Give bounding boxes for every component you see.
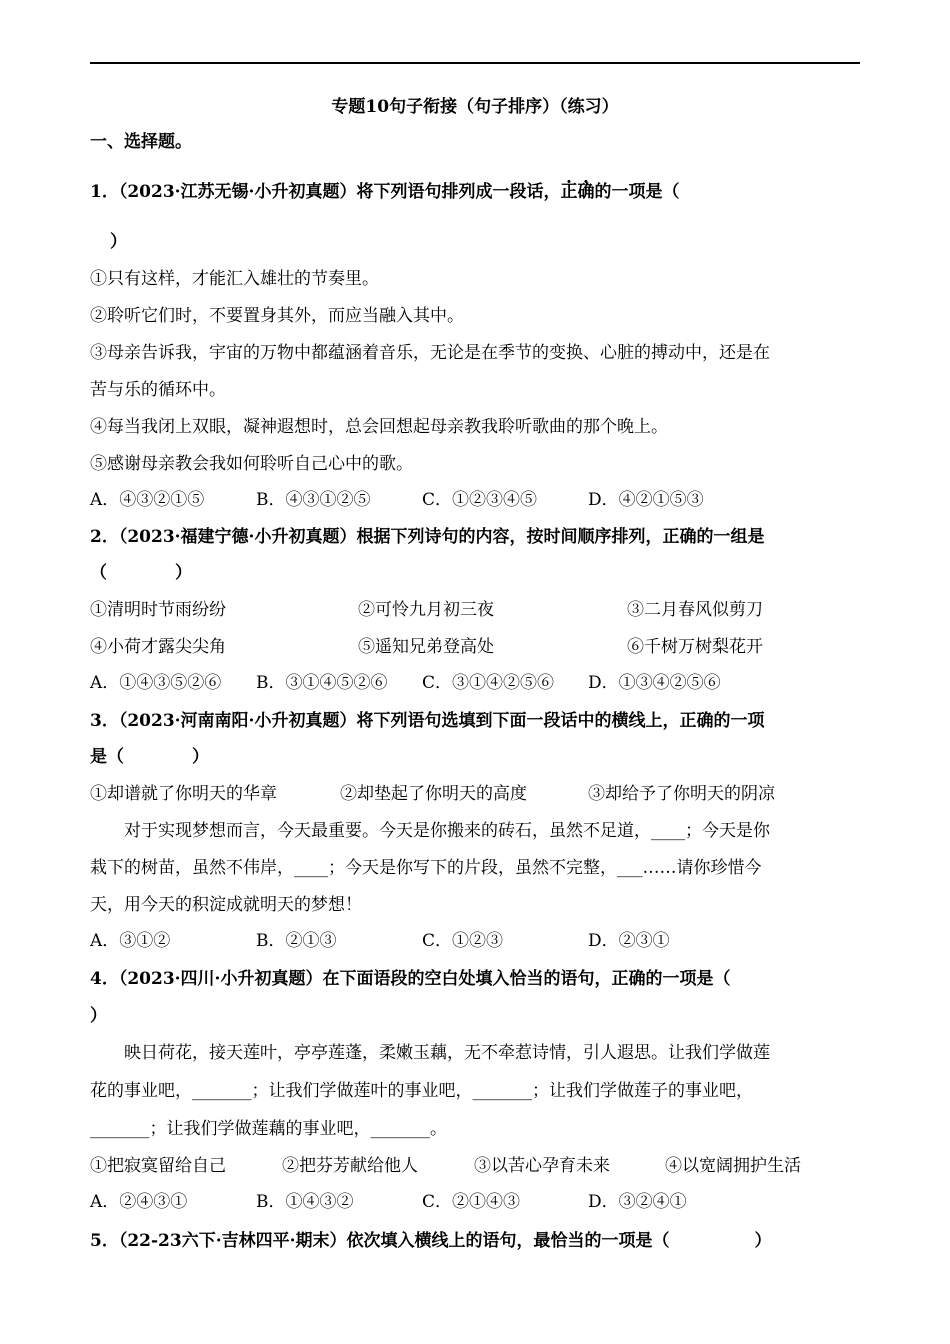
q4-item: ②把芬芳献给他人 xyxy=(282,1156,418,1176)
q2-item: ①清明时节雨纷纷 xyxy=(90,600,226,620)
question-2-stem: 2．（2023·福建宁德·小升初真题）根据下列诗句的内容，按时间顺序排列，正确的一组是 xyxy=(90,527,765,547)
q1-stem-part-b: 的一项是（ xyxy=(594,182,680,202)
q3-item: ②却垫起了你明天的高度 xyxy=(340,784,527,804)
q4-item: ③以苦心孕育未来 xyxy=(474,1156,610,1176)
q2-option-d[interactable]: D．①③④②⑤⑥ xyxy=(588,673,721,693)
q4-option-b[interactable]: B．①④③② xyxy=(256,1192,354,1212)
q3-option-d[interactable]: D．②③① xyxy=(588,931,670,951)
q2-item: ⑤遥知兄弟登高处 xyxy=(358,637,494,657)
q2-item: ③二月春风似剪刀 xyxy=(627,600,763,620)
q1-option-d[interactable]: D．④②①⑤③ xyxy=(588,490,704,510)
q1-item: ①只有这样，才能汇入雄壮的节奏里。 xyxy=(90,269,379,289)
q3-item: ①却谱就了你明天的华章 xyxy=(90,784,277,804)
q4-item: ①把寂寞留给自己 xyxy=(90,1156,226,1176)
q3-item: ③却给予了你明天的阴凉 xyxy=(588,784,775,804)
question-1-stem xyxy=(90,180,679,204)
q2-option-a[interactable]: A．①④③⑤②⑥ xyxy=(90,673,222,693)
question-3-stem: 3．（2023·河南南阳·小升初真题）将下列语句选填到下面一段话中的横线上，正确的一项 xyxy=(90,711,765,731)
question-2-stem-close: （ ） xyxy=(90,563,192,583)
q4-paragraph-line: _______；让我们学做莲藕的事业吧，_______。 xyxy=(90,1119,447,1139)
q4-paragraph-line: 映日荷花，接天莲叶，亭亭莲蓬，柔嫩玉藕，无不牵惹诗情，引人遐思。让我们学做莲 xyxy=(90,1043,770,1063)
question-1-stem-close: ） xyxy=(110,232,127,252)
q4-option-d[interactable]: D．③②④① xyxy=(588,1192,687,1212)
q4-option-a[interactable]: A．②④③① xyxy=(90,1192,188,1212)
q2-item: ④小荷才露尖尖角 xyxy=(90,637,226,657)
question-4-stem-close: ） xyxy=(90,1006,107,1026)
q1-item: ③母亲告诉我，宇宙的万物中都蕴涵着音乐，无论是在季节的变换、心脏的搏动中，还是在 xyxy=(90,343,770,363)
q2-item: ②可怜九月初三夜 xyxy=(358,600,494,620)
q3-paragraph-line: 对于实现梦想而言，今天最重要。今天是你搬来的砖石，虽然不足道，____；今天是你 xyxy=(90,821,770,841)
q2-option-b[interactable]: B．③①④⑤②⑥ xyxy=(256,673,388,693)
q3-paragraph-line: 天，用今天的积淀成就明天的梦想！ xyxy=(90,895,362,915)
question-5-stem: 5．（22-23六下·吉林四平·期末）依次填入横线上的语句，最恰当的一项是（ ） xyxy=(90,1231,772,1251)
q4-item: ④以宽阔拥护生活 xyxy=(665,1156,801,1176)
q1-option-c[interactable]: C．①②③④⑤ xyxy=(422,490,538,510)
q1-stem-part-a: 1．（2023·江苏无锡·小升初真题）将下列语句排列成一段话， xyxy=(90,182,561,202)
q3-option-c[interactable]: C．①②③ xyxy=(422,931,504,951)
q1-emphasis-2: 确 xyxy=(577,182,595,202)
q1-item: ⑤感谢母亲教会我如何聆听自己心中的歌。 xyxy=(90,454,413,474)
q1-item: 苦与乐的循环中。 xyxy=(90,380,226,400)
q2-item: ⑥千树万树梨花开 xyxy=(627,637,763,657)
q4-paragraph-line: 花的事业吧，_______；让我们学做莲叶的事业吧，_______；让我们学做莲子的事业吧， xyxy=(90,1081,753,1101)
q1-item: ②聆听它们时，不要置身其外，而应当融入其中。 xyxy=(90,306,464,326)
q1-option-a[interactable]: A．④③②①⑤ xyxy=(90,490,205,510)
q3-option-a[interactable]: A．③①② xyxy=(90,931,171,951)
q1-option-b[interactable]: B．④③①②⑤ xyxy=(256,490,371,510)
question-4-stem: 4．（2023·四川·小升初真题）在下面语段的空白处填入恰当的语句，正确的一项是（ xyxy=(90,969,731,989)
q1-emphasis-1: 正 xyxy=(560,182,578,202)
q1-item: ④每当我闭上双眼，凝神遐想时，总会回想起母亲教我聆听歌曲的那个晚上。 xyxy=(90,417,668,437)
q2-option-c[interactable]: C．③①④②⑤⑥ xyxy=(422,673,555,693)
page-title: 专题10句子衔接（句子排序）（练习） xyxy=(331,97,619,117)
question-3-stem-close: 是（ ） xyxy=(90,747,209,767)
section-heading: 一、选择题。 xyxy=(90,132,192,152)
q3-paragraph-line: 栽下的树苗，虽然不伟岸，____；今天是你写下的片段，虽然不完整，___……请你珍惜今 xyxy=(90,858,762,878)
q4-option-c[interactable]: C．②①④③ xyxy=(422,1192,521,1212)
q3-option-b[interactable]: B．②①③ xyxy=(256,931,337,951)
top-rule xyxy=(90,62,860,64)
